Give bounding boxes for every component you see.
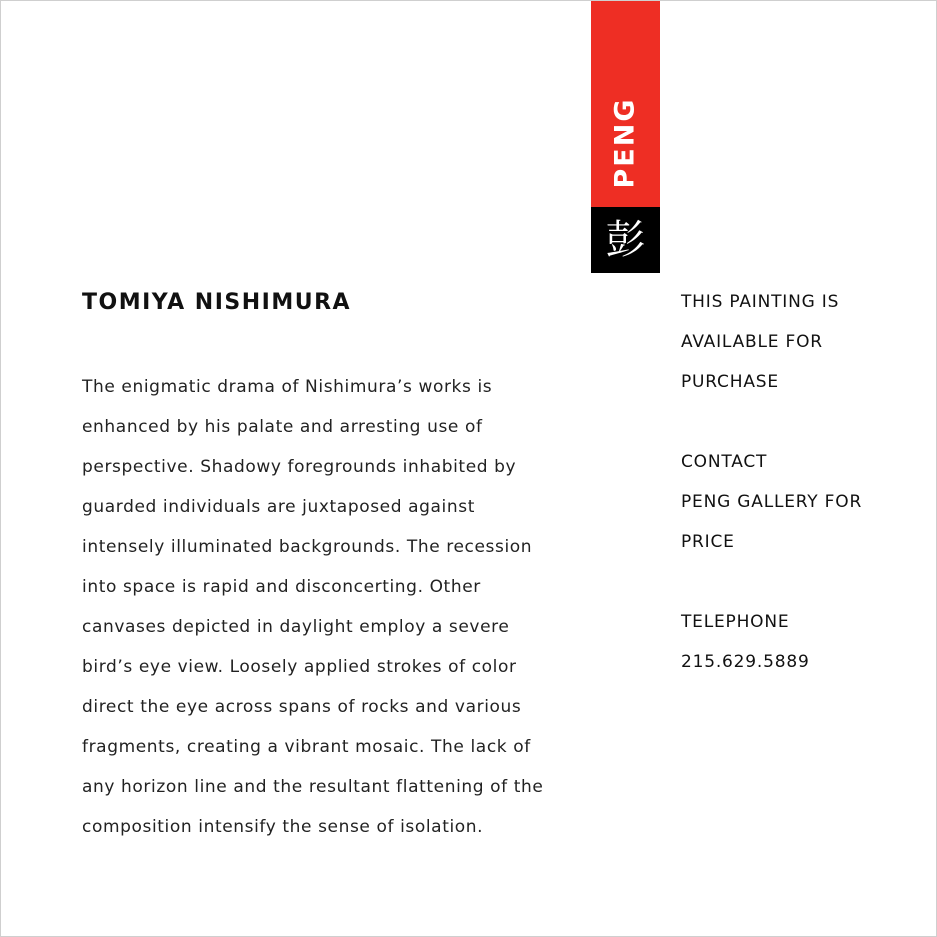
- spacer: [681, 562, 921, 602]
- logo-red-band: [591, 1, 660, 207]
- logo-character: 彭: [605, 217, 646, 263]
- artist-description: [82, 367, 562, 847]
- availability-line: AVAILABLE FOR: [681, 332, 823, 352]
- spacer: [681, 402, 921, 442]
- description-line: enhanced by his palate and arresting use of: [82, 417, 483, 437]
- description-line: direct the eye across spans of rocks and various: [82, 697, 522, 717]
- contact-line: PENG GALLERY FOR: [681, 492, 863, 512]
- purchase-info: [681, 282, 921, 682]
- contact-note: [681, 442, 921, 562]
- artist-name: TOMIYA NISHIMURA: [82, 290, 352, 315]
- description-line: canvases depicted in daylight employ a severe: [82, 617, 510, 637]
- contact-line: PRICE: [681, 532, 735, 552]
- description-line: into space is rapid and disconcerting. Other: [82, 577, 481, 597]
- telephone-number[interactable]: 215.629.5889: [681, 652, 810, 672]
- description-line: guarded individuals are juxtaposed against: [82, 497, 475, 517]
- description-line: any horizon line and the resultant flattening of the: [82, 777, 544, 797]
- description-line: bird’s eye view. Loosely applied strokes of color: [82, 657, 517, 677]
- availability-note: [681, 282, 921, 402]
- availability-line: PURCHASE: [681, 372, 779, 392]
- contact-line: CONTACT: [681, 452, 768, 472]
- peng-logo: [591, 1, 660, 273]
- logo-black-block: [591, 207, 660, 273]
- description-line: composition intensify the sense of isolation.: [82, 817, 484, 837]
- availability-line: THIS PAINTING IS: [681, 292, 840, 312]
- description-line: fragments, creating a vibrant mosaic. The lack of: [82, 737, 531, 757]
- telephone-block: [681, 602, 921, 682]
- description-line: intensely illuminated backgrounds. The recession: [82, 537, 533, 557]
- description-line: The enigmatic drama of Nishimura’s works is: [82, 377, 493, 397]
- description-line: perspective. Shadowy foregrounds inhabited by: [82, 457, 517, 477]
- telephone-label: TELEPHONE: [681, 612, 790, 632]
- logo-wordmark: PENG: [609, 97, 641, 189]
